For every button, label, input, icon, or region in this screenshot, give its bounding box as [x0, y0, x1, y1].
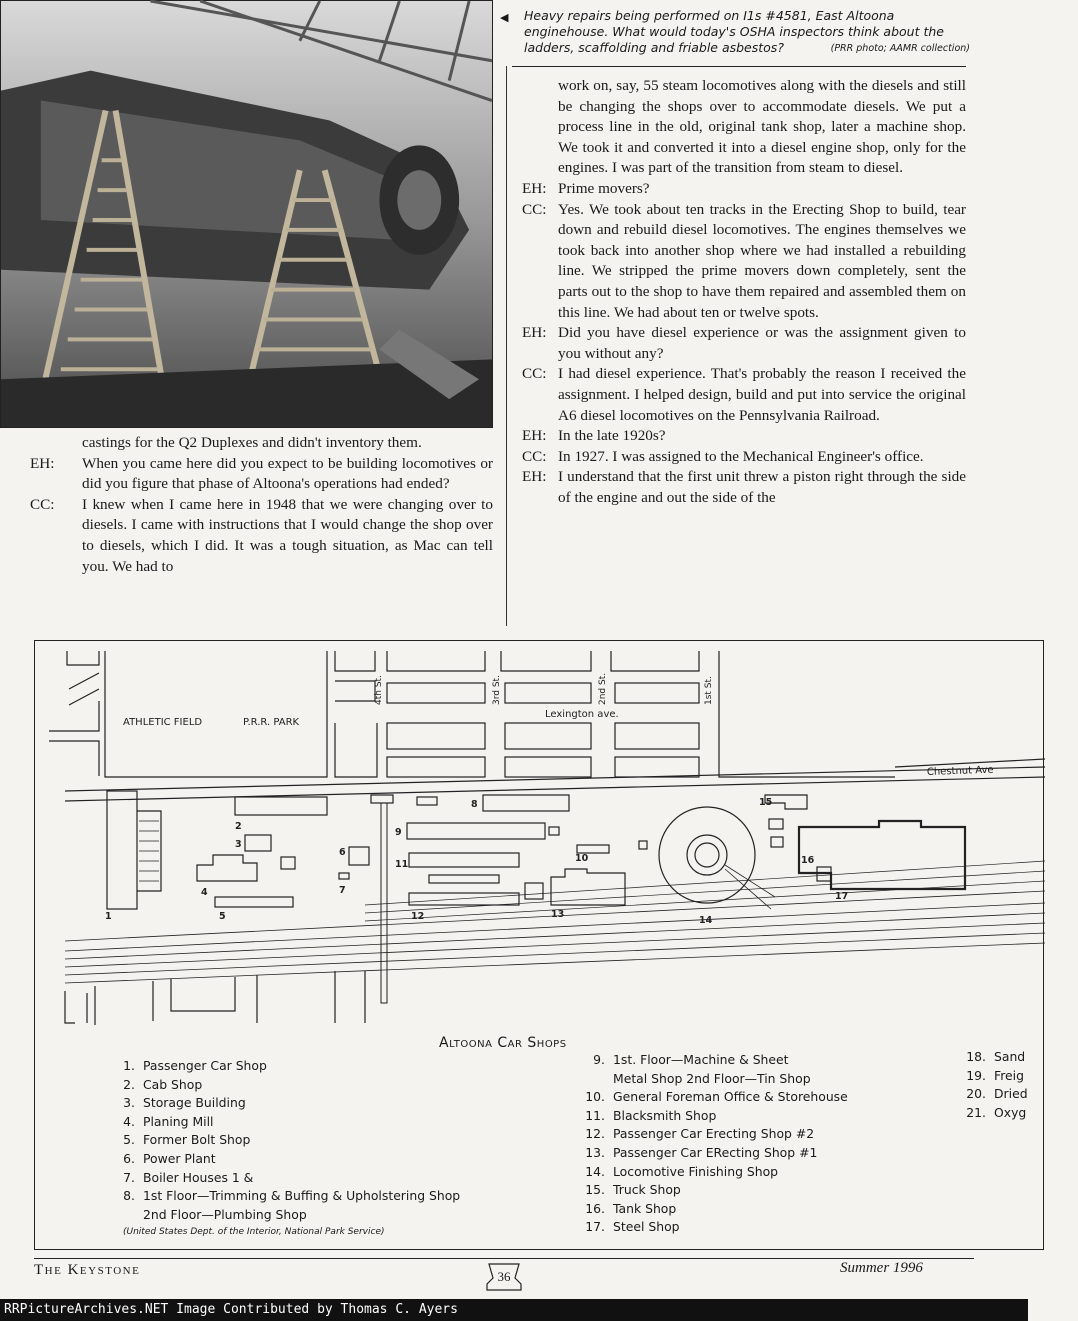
- speaker: EH:: [522, 179, 547, 197]
- legend-item: [565, 1051, 975, 1070]
- legend-number: 4.: [123, 1113, 135, 1129]
- legend-item: [565, 1200, 975, 1219]
- legend-number: 20.: [966, 1086, 986, 1102]
- left-column: [30, 433, 493, 577]
- legend-number: [103, 1206, 143, 1225]
- paragraph-text: I understand that the first unit threw a piston right through the side of the engine and out the side of the: [558, 468, 966, 506]
- legend-text: Locomotive Finishing Shop: [613, 1163, 779, 1179]
- legend-number: 19.: [966, 1067, 986, 1083]
- page-number-keystone: [481, 1262, 527, 1292]
- legend-text: Metal Shop 2nd Floor—Tin Shop: [613, 1070, 811, 1086]
- left-lead-paragraph: castings for the Q2 Duplexes and didn't inventory them.: [82, 434, 422, 451]
- legend-item: [103, 1150, 523, 1169]
- photo-credit: (PRR photo; AAMR collection): [830, 43, 970, 54]
- caption-divider: [512, 66, 966, 67]
- caption-text: Heavy repairs being performed on I1s #4581, East Altoona enginehouse. What would today's OSHA inspectors think about the ladders, scaffolding and friable asbestos?: [524, 8, 944, 55]
- speaker: CC:: [522, 447, 547, 465]
- legend-number: 14.: [585, 1163, 605, 1179]
- building-number: 16: [801, 855, 815, 866]
- legend-number: 15.: [585, 1182, 605, 1198]
- issue-date: Summer 1996: [840, 1260, 923, 1276]
- speaker: EH:: [522, 324, 547, 342]
- interview-paragraph: [30, 454, 493, 495]
- left-arrow-icon: ◀: [500, 11, 509, 24]
- legend-number: 18.: [966, 1049, 986, 1064]
- legend-text: 2nd Floor—Plumbing Shop: [143, 1206, 307, 1222]
- legend-number: 17.: [585, 1219, 605, 1235]
- chestnut-ave-label: Chestnut Ave: [926, 764, 994, 778]
- legend-item: [565, 1144, 975, 1163]
- speaker: CC:: [522, 200, 547, 218]
- legend-text: Boiler Houses 1 &: [143, 1169, 254, 1185]
- legend-number: 8.: [123, 1188, 135, 1204]
- legend-text: Sand: [994, 1049, 1026, 1064]
- publication-name: The Keystone: [34, 1262, 141, 1278]
- 1st-st-label: 1st St.: [704, 676, 714, 705]
- legend-text: Power Plant: [143, 1150, 216, 1166]
- building-number: 3: [235, 839, 242, 850]
- legend-item: [958, 1085, 1078, 1104]
- paragraph-text: I had diesel experience. That's probably the reason I received the assignment. I helped design, build and put into service the original A6 diesel locomotives on the Pennsylvania Railroad.: [558, 365, 966, 424]
- interview-paragraph: [522, 179, 966, 200]
- legend-number: [565, 1070, 613, 1089]
- shop-map: [34, 640, 1044, 1250]
- interview-paragraph: [522, 323, 966, 364]
- legend-item: [103, 1206, 523, 1225]
- legend-number: 2.: [123, 1076, 135, 1092]
- photo-illustration: [1, 1, 492, 427]
- building-number: 5: [219, 911, 226, 922]
- legend-item: [103, 1076, 523, 1095]
- legend-text: Storage Building: [143, 1095, 246, 1111]
- right-lead-paragraph: work on, say, 55 steam locomotives along with the diesels and still be changing the shops over to accommodate diesels. We put a process line in the old, original tank shop, later a machine shop. We took it and converted it into a diesel engine shop, only for the engines. I was part of the transition from steam to diesel.: [558, 77, 966, 177]
- legend-item: [565, 1181, 975, 1200]
- interview-paragraph: [522, 364, 966, 426]
- legend-number: 3.: [123, 1095, 135, 1111]
- building-number: 9: [395, 827, 402, 838]
- interview-paragraph: [522, 426, 966, 447]
- legend-item: [958, 1067, 1078, 1086]
- legend-text: Blacksmith Shop: [613, 1107, 717, 1123]
- paragraph-text: Prime movers?: [558, 179, 650, 197]
- legend-text: Oxyg: [994, 1104, 1027, 1120]
- legend-item: [565, 1163, 975, 1182]
- paragraph-text: Did you have diesel experience or was the assignment given to you without any?: [558, 324, 966, 362]
- map-legend-column-c: [958, 1048, 1078, 1122]
- interview-paragraph: [522, 200, 966, 324]
- legend-item: [103, 1169, 523, 1188]
- legend-text: 1st. Floor—Machine & Sheet: [613, 1052, 789, 1067]
- building-number: 13: [551, 909, 565, 920]
- 4th-st-label: 4th St.: [374, 675, 384, 705]
- legend-number: 10.: [585, 1089, 605, 1105]
- legend-number: 9.: [593, 1052, 605, 1067]
- watermark-banner: RRPictureArchives.NET Image Contributed by Thomas C. Ayers: [0, 1299, 1028, 1321]
- legend-item: [103, 1113, 523, 1132]
- building-number: 12: [411, 911, 425, 922]
- paragraph-text: When you came here did you expect to be building locomotives or did you figure that phase of Altoona's operations had ended?: [82, 454, 493, 493]
- legend-number: 13.: [585, 1144, 605, 1160]
- prr-park-label: P.R.R. PARK: [243, 717, 300, 728]
- 2nd-st-label: 2nd St.: [598, 672, 608, 705]
- right-column: [522, 76, 966, 508]
- speaker: EH:: [522, 468, 547, 486]
- legend-number: 21.: [966, 1104, 986, 1120]
- interview-paragraph: [30, 495, 493, 577]
- legend-text: Steel Shop: [613, 1219, 680, 1235]
- legend-item: [958, 1048, 1078, 1067]
- lexington-ave-label: Lexington ave.: [545, 709, 619, 720]
- legend-item: [958, 1104, 1078, 1123]
- paragraph-text: I knew when I came here in 1948 that we were changing over to diesels. I came with instructions that I would change the shop over to diesels, which I did. It was a tough situation, as Mac can tell you. We had to: [82, 495, 493, 575]
- speaker: EH:: [30, 454, 55, 472]
- legend-item: [103, 1131, 523, 1150]
- building-number: 7: [339, 885, 346, 896]
- legend-item: [565, 1070, 975, 1089]
- legend-text: Cab Shop: [143, 1076, 203, 1092]
- paragraph-text: Yes. We took about ten tracks in the Erecting Shop to build, tear down and rebuild diesel locomotives. The engines themselves we took back into another shop where we had installed a rebuilding line. We stripped the prime movers down completely, sent the parts out to the shop to have them repaired and assembled them on this line. We had about ten or twelve spots.: [558, 200, 966, 321]
- legend-text: Truck Shop: [613, 1182, 681, 1198]
- building-number: 10: [575, 853, 589, 864]
- building-number: 4: [201, 887, 208, 898]
- legend-item: [103, 1187, 523, 1206]
- column-divider: [506, 66, 507, 626]
- legend-item: [103, 1057, 523, 1076]
- footer-rule: [34, 1258, 974, 1259]
- legend-number: 6.: [123, 1150, 135, 1166]
- legend-text: Planing Mill: [143, 1113, 214, 1129]
- legend-text: Passenger Car Shop: [143, 1058, 267, 1073]
- paragraph-text: In the late 1920s?: [558, 427, 666, 445]
- athletic-field-label: ATHLETIC FIELD: [123, 717, 203, 728]
- legend-text: Passenger Car Erecting Shop #2: [613, 1126, 815, 1142]
- interview-paragraph: [522, 447, 966, 468]
- building-number: 1: [105, 911, 112, 922]
- building-number: 2: [235, 821, 242, 832]
- legend-item: [565, 1125, 975, 1144]
- speaker: EH:: [522, 427, 547, 445]
- map-title: Altoona Car Shops: [439, 1035, 567, 1051]
- legend-item: [565, 1107, 975, 1126]
- interview-paragraph: [522, 467, 966, 508]
- legend-text: 1st Floor—Trimming & Buffing & Upholstering Shop: [143, 1188, 461, 1204]
- locomotive-photo: [0, 0, 493, 428]
- building-number: 15: [759, 797, 773, 808]
- paragraph-text: In 1927. I was assigned to the Mechanical Engineer's office.: [558, 447, 924, 465]
- legend-text: Dried: [994, 1086, 1028, 1102]
- legend-text: Passenger Car ERecting Shop #1: [613, 1144, 818, 1160]
- 3rd-st-label: 3rd St.: [492, 675, 502, 705]
- building-number: 8: [471, 799, 478, 810]
- legend-number: 7.: [123, 1169, 135, 1185]
- map-credit: (United States Dept. of the Interior, National Park Service): [123, 1227, 385, 1237]
- legend-text: General Foreman Office & Storehouse: [613, 1089, 848, 1105]
- legend-item: [565, 1218, 975, 1237]
- speaker: CC:: [30, 495, 55, 513]
- building-number: 14: [699, 915, 713, 926]
- legend-item: [103, 1094, 523, 1113]
- speaker: CC:: [522, 365, 547, 383]
- legend-text: Tank Shop: [613, 1200, 677, 1216]
- legend-number: 11.: [585, 1107, 605, 1123]
- legend-item: [565, 1088, 975, 1107]
- legend-text: Former Bolt Shop: [143, 1132, 251, 1148]
- legend-text: Freig: [994, 1067, 1024, 1083]
- building-number: 17: [835, 891, 849, 902]
- legend-number: 12.: [585, 1126, 605, 1142]
- legend-number: 1.: [123, 1058, 135, 1073]
- map-legend-column-a: [103, 1057, 523, 1224]
- legend-number: 5.: [123, 1132, 135, 1148]
- page-number: 36: [497, 1269, 511, 1284]
- building-number: 11: [395, 859, 409, 870]
- legend-number: 16.: [585, 1200, 605, 1216]
- photo-caption: [500, 8, 970, 57]
- map-legend-column-b: [565, 1051, 975, 1237]
- building-number: 6: [339, 847, 346, 858]
